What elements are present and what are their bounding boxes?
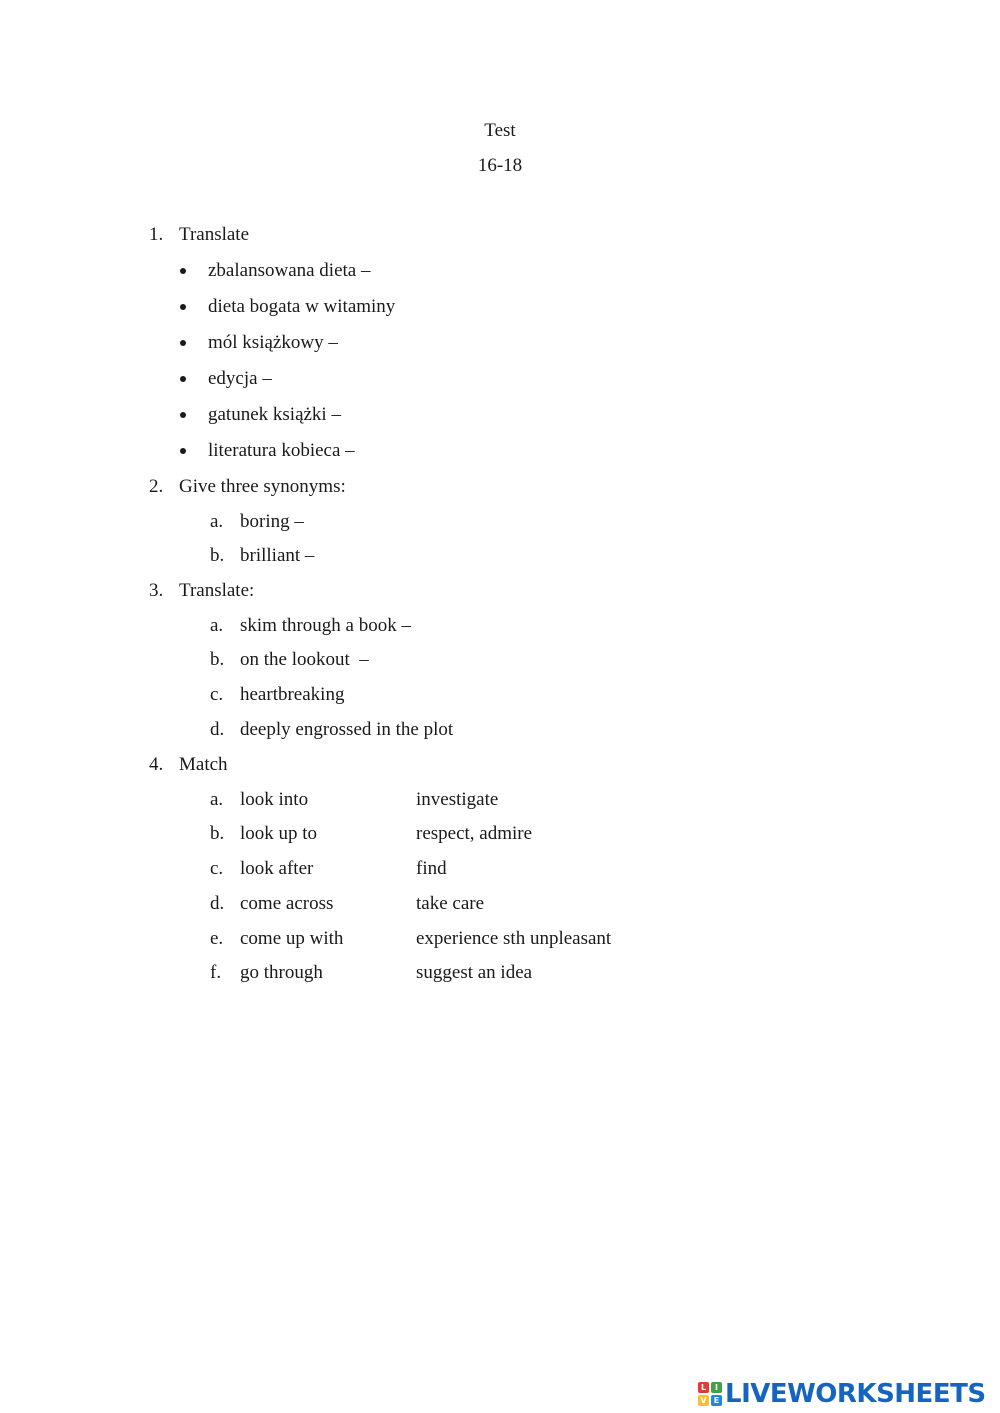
match-term: look into — [240, 789, 309, 810]
match-term: come across — [240, 893, 334, 914]
section-number: 2. — [149, 476, 164, 497]
bullet-icon — [180, 412, 186, 418]
bullet-icon — [180, 376, 186, 382]
match-term: look after — [240, 858, 314, 879]
list-item: on the lookout – — [240, 649, 369, 670]
list-item: zbalansowana dieta – — [208, 260, 371, 281]
list-item: edycja – — [208, 368, 272, 389]
logo-tile: L — [698, 1382, 709, 1393]
item-letter: e. — [210, 928, 224, 949]
item-letter: d. — [210, 719, 225, 740]
logo-text: LIVEWORKSHEETS — [725, 1379, 986, 1409]
list-item: gatunek książki – — [208, 404, 341, 425]
liveworksheets-logo[interactable] — [698, 1378, 986, 1410]
match-definition: take care — [416, 893, 485, 914]
section-number: 1. — [149, 224, 164, 245]
logo-tiles-icon — [698, 1382, 722, 1406]
section-heading: Translate — [179, 224, 250, 245]
logo-tile: E — [711, 1395, 722, 1406]
match-term: come up with — [240, 928, 344, 949]
bullet-icon — [180, 340, 186, 346]
section-number: 4. — [149, 754, 164, 775]
list-item: skim through a book – — [240, 615, 411, 636]
section-heading: Translate: — [179, 580, 255, 601]
item-letter: f. — [210, 962, 222, 983]
match-term: go through — [240, 962, 323, 983]
item-letter: a. — [210, 789, 224, 810]
match-definition: find — [416, 858, 447, 879]
list-item: brilliant – — [240, 545, 315, 566]
item-letter: c. — [210, 858, 224, 879]
item-letter: b. — [210, 823, 225, 844]
match-definition: investigate — [416, 789, 499, 810]
list-item: literatura kobieca – — [208, 440, 355, 461]
bullet-icon — [180, 448, 186, 454]
page-subtitle: 16-18 — [477, 155, 523, 176]
item-letter: a. — [210, 615, 224, 636]
section-number: 3. — [149, 580, 164, 601]
section-heading: Give three synonyms: — [179, 476, 346, 497]
match-definition: suggest an idea — [416, 962, 533, 983]
logo-tile: I — [711, 1382, 722, 1393]
match-definition: experience sth unpleasant — [416, 928, 612, 949]
list-item: deeply engrossed in the plot — [240, 719, 454, 740]
section-heading: Match — [179, 754, 228, 775]
bullet-icon — [180, 304, 186, 310]
item-letter: a. — [210, 511, 224, 532]
match-definition: respect, admire — [416, 823, 533, 844]
logo-tile: V — [698, 1395, 709, 1406]
item-letter: c. — [210, 684, 224, 705]
bullet-icon — [180, 268, 186, 274]
list-item: boring – — [240, 511, 304, 532]
list-item: mól książkowy – — [208, 332, 338, 353]
item-letter: b. — [210, 545, 225, 566]
list-item: dieta bogata w witaminy — [208, 296, 396, 317]
page-title: Test — [484, 120, 516, 141]
list-item: heartbreaking — [240, 684, 345, 705]
item-letter: b. — [210, 649, 225, 670]
match-term: look up to — [240, 823, 318, 844]
item-letter: d. — [210, 893, 225, 914]
